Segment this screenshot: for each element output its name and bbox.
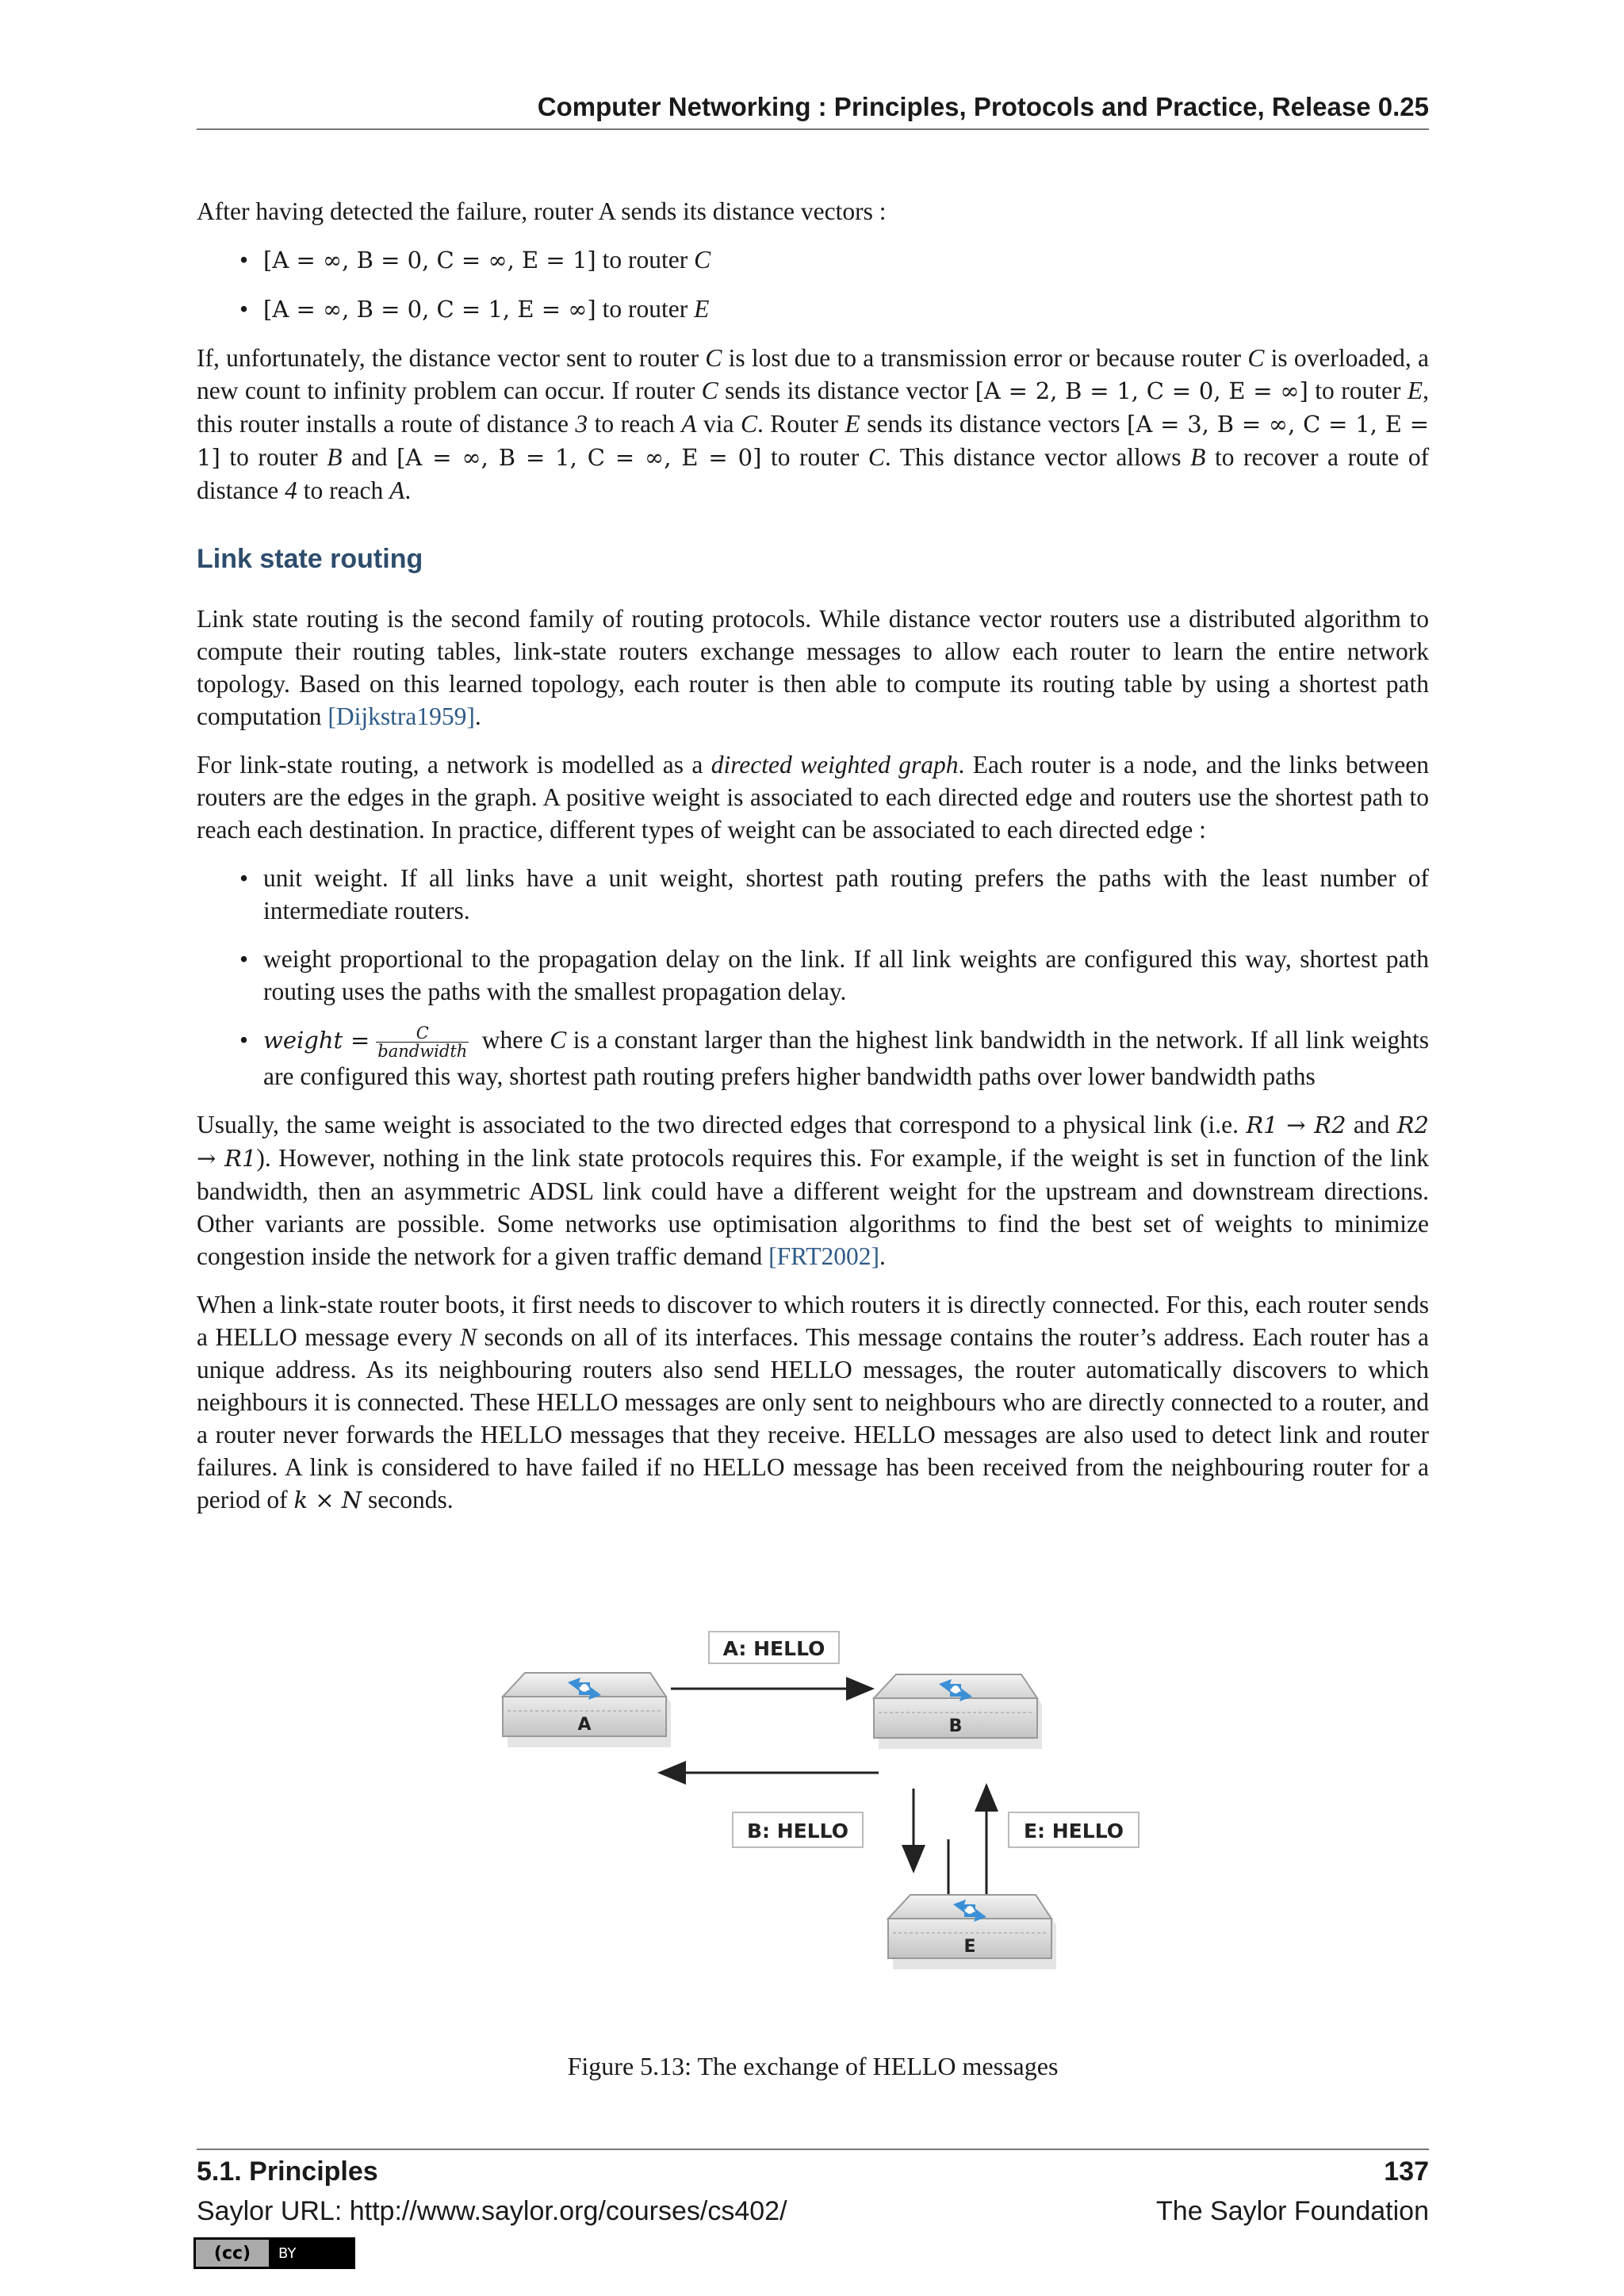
footer-rule xyxy=(197,2149,1429,2150)
page-number: 137 xyxy=(1384,2156,1429,2187)
list-item: • unit weight. If all links have a unit weight, shortest path routing prefers the paths with the least number of intermediate routers. xyxy=(263,862,1429,927)
intro-vector-list xyxy=(197,243,1429,326)
symmetric-weight-paragraph: Usually, the same weight is associated to the two directed edges that correspond to a physical link (i.e. R1 → R2 and R2 → R1). However, nothing in the link state protocols requires this. For example, if the weight is set in function of the link bandwidth, then an asymmetric ADSL link could have a different weight for the upstream and downstream directions. Other variants are possible. Some networks use optimisation algorithms to find the best set of weights to minimize congestion inside the network for a given traffic demand [FRT2002]. xyxy=(197,1111,1430,1271)
cc-icon: (cc) xyxy=(196,2240,269,2267)
router-a-label: A xyxy=(577,1715,592,1735)
msg-b-label: B: HELLO xyxy=(747,1820,848,1843)
saylor-url: Saylor URL: http://www.saylor.org/courses/cs402/ xyxy=(197,2196,787,2226)
section-heading: Link state routing xyxy=(197,544,423,574)
citation-link-dijkstra[interactable]: [Dijkstra1959] xyxy=(327,702,475,730)
intro-paragraph: After having detected the failure, router A sends its distance vectors : xyxy=(197,197,887,225)
hello-diagram xyxy=(479,1625,1153,2022)
msg-e-label: E: HELLO xyxy=(1023,1820,1124,1843)
graph-model-paragraph: For link-state routing, a network is modelled as a directed weighted graph. Each router is a node, and the links between routers are the edges in the graph. A positive weight is associated to each directed edge and routers use the shortest path to reach each destination. In practice, different types of weight can be associated to each directed edge : xyxy=(197,751,1429,844)
weight-fraction: $\frac{C}{\text{bandwidth}}$ xyxy=(377,1024,468,1062)
cc-by-license-badge[interactable] xyxy=(193,2237,355,2269)
footer-section: 5.1. Principles xyxy=(197,2156,378,2187)
list-item: • weight = $\frac{C}{\text{bandwidth}}$ where C is a constant larger than the highest link bandwidth in the network. If all link weights are configured this way, shortest path routing prefers higher bandwidth paths over lower bandwidth paths xyxy=(263,1024,1429,1093)
hello-paragraph: When a link-state router boots, it first needs to discover to which routers it is directly connected. For this, each router sends a HELLO message every N seconds on all of its interfaces. This message contains the router’s address. Each router has a unique address. As its neighbouring routers also send HELLO messages, the router automatically discovers to which neighbours it is connected. These HELLO messages are only sent to neighbours who are directly connected to a router, and a router never forwards the HELLO messages that they receive. HELLO messages are also used to detect link and router failures. A link is considered to have failed if no HELLO message has been received from the neighbouring router for a period of k × N seconds. xyxy=(197,1291,1429,1514)
figure-caption: Figure 5.13: The exchange of HELLO messages xyxy=(567,2052,1059,2080)
running-header: Computer Networking : Principles, Protocols and Practice, Release 0.25 xyxy=(537,92,1429,121)
header-rule xyxy=(197,128,1429,130)
router-e-label: E xyxy=(963,1937,976,1957)
list-item: • [A = ∞, B = 0, C = ∞, E = 1] to router C xyxy=(263,243,1429,277)
by-icon: BY xyxy=(278,2244,297,2262)
page-body xyxy=(197,195,1429,1533)
lost-vector-paragraph: If, unfortunately, the distance vector sent to router C is lost due to a transmission error or because router C is overloaded, a new count to infinity problem can occur. If router C sends its distance vector [A = 2, B = 1, C = 0, E = ∞] to router E, this router installs a route of distance 3 to reach A via C. Router E sends its distance vectors [A = 3, B = ∞, C = 1, E = 1] to router B and [A = ∞, B = 1, C = ∞, E = 0] to router C. This distance vector allows B to recover a route of distance 4 to reach A. xyxy=(197,344,1430,504)
link-state-intro-paragraph: Link state routing is the second family of routing protocols. While distance vector routers use a distributed algorithm to compute their routing tables, link-state routers exchange messages to allow each router to learn the entire network topology. Based on this learned topology, each router is then able to compute its routing table by using a shortest path computation [Dijkstra1959]. xyxy=(197,605,1429,730)
router-b-label: B xyxy=(948,1716,963,1736)
router-b xyxy=(874,1674,1042,1749)
router-e xyxy=(888,1895,1056,1969)
router-a xyxy=(503,1673,671,1747)
list-item: • [A = ∞, B = 0, C = 1, E = ∞] to router E xyxy=(263,293,1429,326)
hello-exchange-figure xyxy=(479,1625,1153,2022)
weight-types-list xyxy=(197,862,1429,1093)
list-item: • weight proportional to the propagation delay on the link. If all link weights are configured this way, shortest path routing uses the paths with the smallest propagation delay. xyxy=(263,943,1429,1008)
citation-link-frt2002[interactable]: [FRT2002] xyxy=(768,1242,879,1271)
msg-a-label: A: HELLO xyxy=(722,1637,825,1660)
saylor-foundation: The Saylor Foundation xyxy=(1156,2196,1429,2226)
